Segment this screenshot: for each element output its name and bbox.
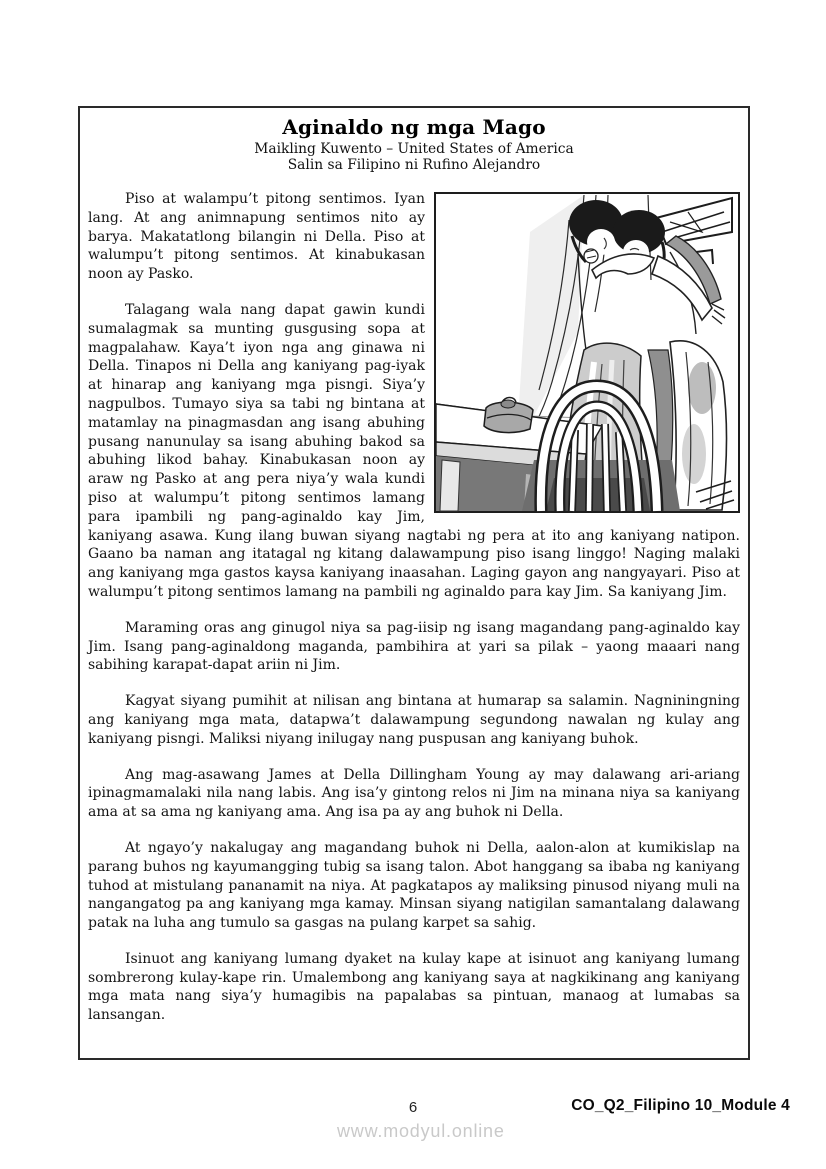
story-paragraph: At ngayo’y nakalugay ang magandang buhok ni Della, aalon-alon at kumikislap na parang buhos ng kayumangging tubig sa isang talon. Abot hanggang sa ibaba ng kaniyang tuhod at mistulang pananamit na niya. At pagkatapos ay maliksing pinusod niyang muli na nangangatog pa ang kaniyang mga kamay. Minsan siyang natigilan samantalang dalawang patak na luha ang tumulo sa gasgas na pulang karpet sa sahig. [88, 839, 740, 932]
story-paragraph: Talagang wala nang dapat gawin kundi sumalagmak sa munting gusgusing sopa at magpalahaw. Kaya’t iyon nga ang ginawa ni Della. Tinapos ni Della ang kaniyang pag-iyak at hinarap ang kaniyang mga pisngi. Siya’y nagpulbos. Tumayo siya sa tabi ng bintana at matamlay na pinagmasdan ang isang abuhing pusang nanunulay sa isang abuhing bakod sa abuhing likod bahay. Kinabukasan noon ay araw ng Pasko at ang pera niya’y wala kundi piso at walumpu’t pitong sentimos lamang para ipambili ng pang-aginaldo kay Jim, kaniyang asawa. Kung ilang buwan siyang nagtabi ng pera at ito ang kaniyang natipon. Gaano ba naman ang itatagal ng kitang dalawampung piso isang linggo! Naging malaki ang kaniyang mga gastos kaysa kaniyang inaasahan. Laging gayon ang nangyayari. Piso at walumpu’t pitong sentimos lamang na pambili ng aginaldo para kay Jim. Sa kaniyang Jim. [88, 301, 740, 600]
story-paragraph: Isinuot ang kaniyang lumang dyaket na kulay kape at isinuot ang kaniyang lumang sombrerong kulay-kape rin. Umalembong ang kaniyang saya at nagkikinang ang kaniyang mga mata nang siya’y humagibis na papalabas sa pintuan, manaog at lumabas sa lansangan. [88, 950, 740, 1024]
story-paragraph: Kagyat siyang pumihit at nilisan ang bintana at humarap sa salamin. Nagniningning ang kaniyang mga mata, datapwa’t dalawampung segundong nawalan ng kulay ang kaniyang pisngi. Maliksi niyang inilugay nang puspusan ang kaniyang buhok. [88, 693, 740, 747]
page-border-box [78, 106, 750, 1060]
site-watermark: www.modyul.online [337, 1121, 505, 1141]
story-paragraph: Ang mag-asawang James at Della Dillingham Young ay may dalawang ari-ariang ipinagmamalaki nila nang labis. Ang isa’y gintong relos ni Jim na minana niya sa kaniyang ama at sa ama ng kaniyang ama. Ang isa pa ay ang buhok ni Della. [88, 766, 740, 821]
story-title: Aginaldo ng mga Mago [282, 115, 546, 139]
story-illustration [434, 192, 740, 513]
story-translator-line: Salin sa Filipino ni Rufino Alejandro [287, 156, 541, 173]
story-body [88, 190, 740, 1025]
footer-module-label: CO_Q2_Filipino 10_Module 4 [571, 1097, 790, 1114]
story-paragraph: Piso at walampu’t pitong sentimos. Iyan lang. At ang animnapung sentimos nito ay barya. Makatatlong bilangin ni Della. Piso at walumpu’t pitong sentimos. At kinabukasan noon ay Pasko. [88, 191, 425, 283]
story-paragraph: Maraming oras ang ginugol niya sa pag-iisip ng isang magandang pang-aginaldo kay Jim. Isang pang-aginaldong maganda, pambihira at yari sa pilak – yaong maaari nang sabihing karapat-dapat ariin ni Jim. [88, 619, 740, 674]
story-genre-line: Maikling Kuwento – United States of America [254, 141, 574, 157]
footer-page-number: 6 [408, 1099, 418, 1116]
